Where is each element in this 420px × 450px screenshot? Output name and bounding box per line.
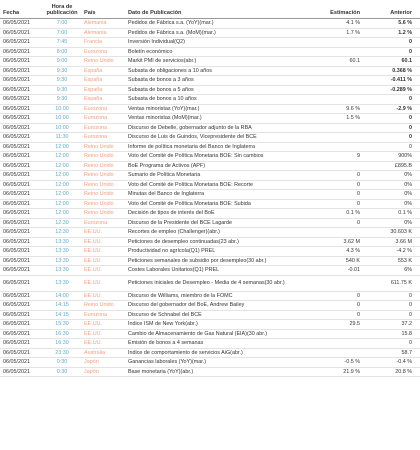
row-country: Alemania bbox=[84, 20, 107, 27]
row-estimate: 3.62 M bbox=[343, 238, 360, 245]
row-date: 06/05/2021 bbox=[3, 181, 30, 188]
row-time: 7:00 bbox=[56, 20, 68, 27]
row-estimate: 9.6 % bbox=[346, 105, 360, 112]
row-estimate: 0 bbox=[357, 219, 360, 226]
table-row bbox=[0, 257, 420, 267]
row-country: Eurozona bbox=[84, 115, 108, 122]
table-row bbox=[0, 162, 420, 172]
row-previous: -4.2 % bbox=[396, 248, 412, 255]
header-estimate: Estimación bbox=[330, 10, 360, 16]
row-event: Subasta de bonos a 3 años bbox=[128, 77, 194, 84]
row-event: Subasta de bonos a 10 años bbox=[128, 96, 197, 103]
row-country: Eurozona bbox=[84, 311, 108, 318]
row-time: 12:00 bbox=[55, 153, 69, 160]
row-country: España bbox=[84, 86, 103, 93]
row-event: Voto del Comité de Política Monetaria BOE: Subida bbox=[128, 200, 251, 207]
row-time: 15:30 bbox=[55, 321, 69, 328]
row-country: Reino Unido bbox=[84, 191, 114, 198]
row-estimate: 0 bbox=[357, 302, 360, 309]
row-estimate: 9 bbox=[357, 153, 360, 160]
row-event: BoE Programa de Activos (APF) bbox=[128, 162, 205, 169]
table-row bbox=[0, 320, 420, 330]
table-row bbox=[0, 358, 420, 368]
row-previous: 0% bbox=[404, 219, 412, 226]
row-event: Índice de comportamiento de servicios AiG(abr.) bbox=[128, 349, 243, 356]
row-date: 06/05/2021 bbox=[3, 115, 30, 122]
row-time: 10:00 bbox=[55, 105, 69, 112]
row-previous: -0.289 % bbox=[390, 86, 412, 93]
row-date: 06/05/2021 bbox=[3, 48, 30, 55]
table-row bbox=[0, 19, 420, 29]
row-estimate: 4.1 % bbox=[346, 20, 360, 27]
row-date: 06/05/2021 bbox=[3, 340, 30, 347]
row-date: 06/05/2021 bbox=[3, 280, 30, 286]
row-time: 7:00 bbox=[56, 29, 68, 36]
row-time: 0:30 bbox=[56, 368, 68, 375]
table-row bbox=[0, 29, 420, 39]
header-date: Fecha bbox=[3, 10, 20, 16]
table-header bbox=[0, 0, 420, 19]
row-estimate: 1.5 % bbox=[346, 115, 360, 122]
row-time: 12:00 bbox=[55, 200, 69, 207]
row-event: Discurso del gobernador del BoE, Andrew Bailey bbox=[128, 302, 245, 309]
row-event: Ventas minoristas (MoM)(mar.) bbox=[128, 115, 202, 122]
table-row bbox=[0, 247, 420, 257]
row-country: Eurozona bbox=[84, 134, 108, 141]
row-country: Australia bbox=[84, 349, 105, 356]
row-date: 06/05/2021 bbox=[3, 292, 30, 299]
row-date: 06/05/2021 bbox=[3, 368, 30, 375]
row-previous: -0.411 % bbox=[390, 77, 412, 84]
row-previous: 0 bbox=[409, 302, 412, 309]
table-row bbox=[0, 181, 420, 191]
table-row bbox=[0, 228, 420, 238]
table-row bbox=[0, 171, 420, 181]
row-country: Japón bbox=[84, 368, 99, 375]
row-date: 06/05/2021 bbox=[3, 257, 30, 264]
row-event: Costes Laborales Unitarios(Q1) PREL bbox=[128, 267, 220, 274]
table-row bbox=[0, 266, 420, 276]
row-time: 12:00 bbox=[55, 181, 69, 188]
row-country: Reino Unido bbox=[84, 162, 114, 169]
table-row bbox=[0, 105, 420, 115]
row-previous: 0 bbox=[409, 311, 412, 318]
row-country: Reino Unido bbox=[84, 58, 114, 65]
row-previous: -2.9 % bbox=[396, 105, 412, 112]
row-date: 06/05/2021 bbox=[3, 349, 30, 356]
row-time: 9:30 bbox=[56, 77, 68, 84]
row-country: Eurozona bbox=[84, 219, 108, 226]
row-previous: 0 bbox=[409, 292, 412, 299]
table-row bbox=[0, 219, 420, 229]
row-country: Eurozona bbox=[84, 105, 108, 112]
table-row bbox=[0, 292, 420, 302]
row-event: Voto del Comité de Política Monetaria BOE: Recorte bbox=[128, 181, 253, 188]
row-date: 06/05/2021 bbox=[3, 267, 30, 274]
row-date: 06/05/2021 bbox=[3, 172, 30, 179]
table-row bbox=[0, 209, 420, 219]
row-date: 06/05/2021 bbox=[3, 219, 30, 226]
row-event: Subasta de bonos a 5 años bbox=[128, 86, 194, 93]
row-country: EE.UU. bbox=[84, 340, 102, 347]
row-date: 06/05/2021 bbox=[3, 77, 30, 84]
row-date: 06/05/2021 bbox=[3, 229, 30, 236]
row-event: Discurso de Schnabel del BCE bbox=[128, 311, 202, 318]
table-row bbox=[0, 368, 420, 378]
table-row bbox=[0, 143, 420, 153]
row-date: 06/05/2021 bbox=[3, 153, 30, 160]
table-row bbox=[0, 86, 420, 96]
row-event: Inversión Individual(Q2) bbox=[128, 39, 185, 46]
table-row bbox=[0, 238, 420, 248]
row-previous: 0 bbox=[409, 39, 412, 46]
row-date: 06/05/2021 bbox=[3, 238, 30, 245]
row-previous: 0% bbox=[404, 191, 412, 198]
table-row bbox=[0, 276, 420, 292]
row-previous: 20.8 % bbox=[395, 368, 412, 375]
row-estimate: 0 bbox=[357, 292, 360, 299]
row-time: 10:00 bbox=[55, 124, 69, 131]
row-country: Eurozona bbox=[84, 48, 108, 55]
header-country: País bbox=[84, 10, 96, 16]
row-previous: 0% bbox=[404, 172, 412, 179]
row-event: Índice ISM de New York(abr.) bbox=[128, 321, 198, 328]
table-row bbox=[0, 190, 420, 200]
row-country: Japón bbox=[84, 359, 99, 366]
table-row bbox=[0, 38, 420, 48]
row-country: España bbox=[84, 67, 103, 74]
row-event: Discurso de Debelle, gobernador adjunto de la RBA bbox=[128, 124, 252, 131]
row-time: 14:15 bbox=[55, 311, 69, 318]
row-event: Recortes de empleo (Challenger)(abr.) bbox=[128, 229, 220, 236]
row-country: España bbox=[84, 77, 103, 84]
row-date: 06/05/2021 bbox=[3, 134, 30, 141]
row-event: Base monetaria (YoY)(abr.) bbox=[128, 368, 194, 375]
row-estimate: 0 bbox=[357, 311, 360, 318]
row-country: Reino Unido bbox=[84, 153, 114, 160]
row-time: 12:00 bbox=[55, 162, 69, 169]
row-time: 16:30 bbox=[55, 340, 69, 347]
row-time: 12:30 bbox=[55, 229, 69, 236]
row-estimate: 0 bbox=[357, 200, 360, 207]
row-time: 9:30 bbox=[56, 67, 68, 74]
row-time: 12:00 bbox=[55, 172, 69, 179]
table-row bbox=[0, 124, 420, 134]
row-previous: 30.603 K bbox=[390, 229, 412, 236]
row-previous: 553 K bbox=[397, 257, 412, 264]
row-previous: 37.2 bbox=[401, 321, 412, 328]
row-time: 10:00 bbox=[55, 115, 69, 122]
row-previous: 6% bbox=[404, 267, 412, 274]
row-event: Informe de política monetaria del Banco de Inglaterra bbox=[128, 143, 256, 150]
row-country: EE.UU. bbox=[84, 292, 102, 299]
row-country: Alemania bbox=[84, 29, 107, 36]
table-row bbox=[0, 349, 420, 359]
row-event: Pedidos de Fábrica s.a. (YoY)(mar.) bbox=[128, 20, 214, 27]
row-estimate: 29.5 bbox=[349, 321, 360, 328]
row-time: 13:30 bbox=[55, 238, 69, 245]
row-country: EE.UU. bbox=[84, 229, 102, 236]
row-previous: 60.1 bbox=[401, 58, 412, 65]
table-row bbox=[0, 200, 420, 210]
table-row bbox=[0, 95, 420, 105]
row-time: 14:00 bbox=[55, 292, 69, 299]
row-country: EE.UU. bbox=[84, 238, 102, 245]
row-country: Reino Unido bbox=[84, 302, 114, 309]
row-event: Sumario de Política Monetaria bbox=[128, 172, 201, 179]
row-time: 13:30 bbox=[55, 280, 69, 286]
row-country: EE.UU. bbox=[84, 267, 102, 274]
row-time: 9:30 bbox=[56, 96, 68, 103]
row-date: 06/05/2021 bbox=[3, 67, 30, 74]
row-date: 06/05/2021 bbox=[3, 39, 30, 46]
row-event: Ganancias laborales (YoY)(mar.) bbox=[128, 359, 206, 366]
row-date: 06/05/2021 bbox=[3, 248, 30, 255]
row-estimate: 0 bbox=[357, 181, 360, 188]
row-date: 06/05/2021 bbox=[3, 302, 30, 309]
row-previous: 0 bbox=[409, 115, 412, 122]
table-row bbox=[0, 76, 420, 86]
row-date: 06/05/2021 bbox=[3, 96, 30, 103]
row-previous: 0 bbox=[409, 96, 412, 103]
table-row bbox=[0, 152, 420, 162]
table-row bbox=[0, 114, 420, 124]
row-event: Peticiones iniciales de Desempleo - Media de 4 semanas(30 abr.) bbox=[128, 280, 285, 286]
row-event: Peticiones semanales de subsidio por desempleo(30 abr.) bbox=[128, 257, 267, 264]
row-event: Boletín económico bbox=[128, 48, 173, 55]
row-previous: 0 bbox=[409, 143, 412, 150]
row-date: 06/05/2021 bbox=[3, 143, 30, 150]
row-estimate: 0.1 % bbox=[346, 210, 360, 217]
row-date: 06/05/2021 bbox=[3, 330, 30, 337]
row-previous: 3.66 M bbox=[395, 238, 412, 245]
table-row bbox=[0, 133, 420, 143]
table-body bbox=[0, 19, 420, 377]
row-country: EE.UU. bbox=[84, 248, 102, 255]
row-previous: 0 bbox=[409, 340, 412, 347]
row-time: 23:30 bbox=[55, 349, 69, 356]
row-previous: £895.B bbox=[394, 162, 412, 169]
row-time: 14:15 bbox=[55, 302, 69, 309]
row-country: Reino Unido bbox=[84, 172, 114, 179]
row-event: Minutas del Banco de Inglaterra bbox=[128, 191, 205, 198]
row-time: 0:30 bbox=[56, 359, 68, 366]
row-date: 06/05/2021 bbox=[3, 124, 30, 131]
row-country: Francia bbox=[84, 39, 102, 46]
row-time: 12:00 bbox=[55, 210, 69, 217]
row-previous: -0.4 % bbox=[396, 359, 412, 366]
row-time: 8:00 bbox=[56, 48, 68, 55]
table-row bbox=[0, 301, 420, 311]
row-country: EE.UU. bbox=[84, 321, 102, 328]
row-previous: 0 bbox=[409, 124, 412, 131]
row-estimate: 1.7 % bbox=[346, 29, 360, 36]
row-previous: 15.8 bbox=[401, 330, 412, 337]
row-date: 06/05/2021 bbox=[3, 311, 30, 318]
row-estimate: -0.5 % bbox=[344, 359, 360, 366]
table-row bbox=[0, 48, 420, 58]
row-country: Reino Unido bbox=[84, 200, 114, 207]
row-time: 9:30 bbox=[56, 86, 68, 93]
row-estimate: 60.1 bbox=[349, 58, 360, 65]
row-previous: 0% bbox=[404, 200, 412, 207]
row-country: Reino Unido bbox=[84, 210, 114, 217]
row-time: 13:30 bbox=[55, 267, 69, 274]
row-date: 06/05/2021 bbox=[3, 20, 30, 27]
row-estimate: 21.9 % bbox=[343, 368, 360, 375]
row-previous: 1.2 % bbox=[398, 29, 412, 36]
row-event: Cambio de Almacenamiento de Gas Natural (EIA)(30 abr.) bbox=[128, 330, 268, 337]
row-date: 06/05/2021 bbox=[3, 359, 30, 366]
row-country: EE.UU. bbox=[84, 280, 102, 286]
row-previous: 0% bbox=[404, 181, 412, 188]
table-row bbox=[0, 57, 420, 67]
row-event: Discurso de la Presidente del BCE Lagarde bbox=[128, 219, 232, 226]
row-event: Peticiones de desempleo continuadas(23 abr.) bbox=[128, 238, 239, 245]
row-country: Reino Unido bbox=[84, 143, 114, 150]
row-country: Eurozona bbox=[84, 124, 108, 131]
header-event: Dato de Publicación bbox=[128, 10, 182, 16]
row-time: 11:30 bbox=[55, 134, 69, 141]
table-row bbox=[0, 311, 420, 321]
row-date: 06/05/2021 bbox=[3, 191, 30, 198]
row-time: 7:45 bbox=[56, 39, 68, 46]
row-previous: 0 bbox=[409, 134, 412, 141]
row-date: 06/05/2021 bbox=[3, 200, 30, 207]
row-date: 06/05/2021 bbox=[3, 86, 30, 93]
row-time: 12:00 bbox=[55, 143, 69, 150]
row-event: Emisión de bonos a 4 semanas bbox=[128, 340, 204, 347]
row-event: Voto del Comité de Política Monetaria BOE: Sin cambios bbox=[128, 153, 264, 160]
row-date: 06/05/2021 bbox=[3, 58, 30, 65]
row-event: Productividad no agrícola(Q1) PREL bbox=[128, 248, 216, 255]
row-country: España bbox=[84, 96, 103, 103]
row-previous: 5.6 % bbox=[398, 20, 412, 27]
row-event: Decisión de tipos de interés del BoE bbox=[128, 210, 215, 217]
row-previous: 0.368 % bbox=[392, 67, 412, 74]
row-date: 06/05/2021 bbox=[3, 162, 30, 169]
row-estimate: -0.01 bbox=[347, 267, 360, 274]
header-previous: Anterior bbox=[390, 10, 412, 16]
row-estimate: 4.3 % bbox=[346, 248, 360, 255]
row-estimate: 540 K bbox=[345, 257, 360, 264]
row-time: 12:00 bbox=[55, 191, 69, 198]
row-country: EE.UU. bbox=[84, 330, 102, 337]
row-event: Pedidos de Fábrica s.a. (MoM)(mar.) bbox=[128, 29, 216, 36]
row-date: 06/05/2021 bbox=[3, 29, 30, 36]
row-previous: 611.75 K bbox=[390, 280, 412, 286]
header-time: Hora de publicación bbox=[46, 4, 78, 16]
row-time: 12:30 bbox=[55, 219, 69, 226]
row-event: Subasta de obligaciones a 10 años bbox=[128, 67, 212, 74]
row-event: Discurso de Luis de Guindos, Vicepresidente del BCE bbox=[128, 134, 257, 141]
row-previous: 0.1 % bbox=[398, 210, 412, 217]
row-previous: 900% bbox=[398, 153, 412, 160]
table-row bbox=[0, 339, 420, 349]
row-estimate: 0 bbox=[357, 172, 360, 179]
row-country: Reino Unido bbox=[84, 181, 114, 188]
row-time: 13:30 bbox=[55, 257, 69, 264]
row-time: 13:30 bbox=[55, 248, 69, 255]
row-event: Discurso de Williams, miembro de la FOMC bbox=[128, 292, 233, 299]
row-estimate: 0 bbox=[357, 191, 360, 198]
row-previous: 0 bbox=[409, 48, 412, 55]
row-date: 06/05/2021 bbox=[3, 321, 30, 328]
table-row bbox=[0, 67, 420, 77]
row-event: Ventas minoristas (YoY)(mar.) bbox=[128, 105, 200, 112]
row-date: 06/05/2021 bbox=[3, 210, 30, 217]
row-date: 06/05/2021 bbox=[3, 105, 30, 112]
row-previous: 58.7 bbox=[401, 349, 412, 356]
row-event: Markit PMI de servicios(abr.) bbox=[128, 58, 197, 65]
table-row bbox=[0, 330, 420, 340]
row-time: 9:00 bbox=[56, 58, 68, 65]
row-time: 16:30 bbox=[55, 330, 69, 337]
row-country: EE.UU. bbox=[84, 257, 102, 264]
